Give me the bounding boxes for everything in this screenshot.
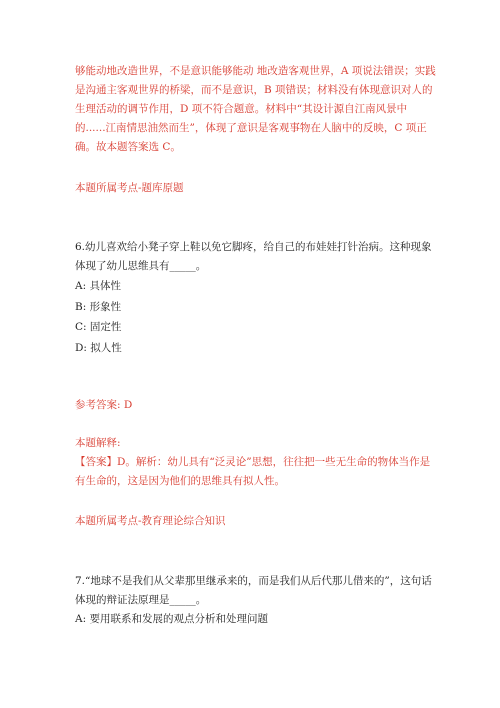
option-b: B: 形象性 [75,300,122,313]
question-line: 体现的辩证法原理是_____。 [75,594,207,606]
q7-option-a: A: 要用联系和发展的观点分析和处理问题 [75,613,268,625]
q5-category: 本题所属考点-题库原题 [75,182,184,194]
explanation-line: 的......江南情思油然而生”，体现了意识是客观事物在人脑中的反映，C 项正 [75,122,427,134]
q6-category: 本题所属考点-教育理论综合知识 [75,515,226,527]
question-line: 6.幼儿喜欢给小凳子穿上鞋以免它脚疼，给自己的布娃娃打针治病。这种现象 [75,241,432,253]
option-c: C: 固定性 [75,321,122,333]
explanation-line: 有生命的，这是因为他们的思维具有拟人性。 [75,475,285,487]
explanation-title: 本题解释: [75,437,121,449]
option-a: A: 具体性 [75,280,121,292]
q6-answer: 参考答案: D [75,399,133,411]
explanation-line: 【答案】D。解析：幼儿具有“泛灵论”思想，往往把一些无生命的物体当作是 [75,456,431,468]
q6-explanation [75,434,435,491]
q6-stem [75,238,435,276]
question-line: 7.“地球不是我们从父辈那里继承来的，而是我们从后代那儿借来的”，这句话 [75,575,432,587]
question-line: 体现了幼儿思维具有_____。 [75,260,207,272]
option-d: D: 拟人性 [75,341,122,354]
explanation-line: 是沟通主客观世界的桥梁，而不是意识，B 项错误；材料没有体现意识对人的 [75,84,433,96]
explanation-line: 生理活动的调节作用，D 项不符合题意。材料中“其设计源自江南风景中 [75,103,408,115]
explanation-line: 够能动地改造世界，不是意识能够能动 地改造客观世界，A 项说法错误；实践 [75,65,436,77]
explanation-line: 确。故本题答案选 C。 [75,141,181,153]
q7-stem [75,572,435,610]
q5-explanation [75,62,435,157]
answer-tag: 【答案】 [75,456,117,468]
q6-options [75,276,435,358]
